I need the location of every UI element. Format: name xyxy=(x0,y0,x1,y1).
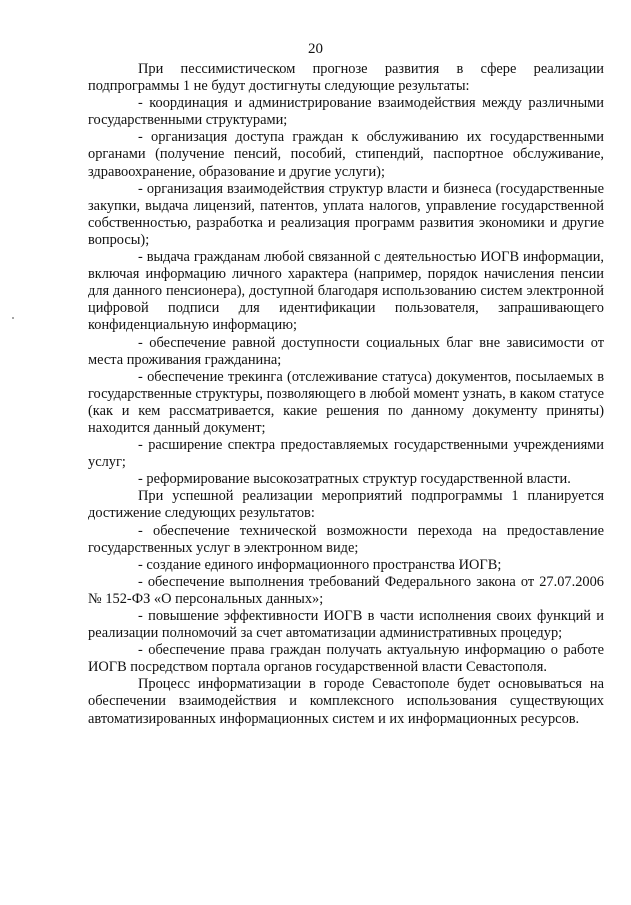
list-item: - обеспечение равной доступности социальных благ вне зависимости от места проживания гражданина; xyxy=(88,334,604,368)
list-item: - обеспечение трекинга (отслеживание статуса) документов, посылаемых в государственные структуры, позволяющего в любой момент узнать, в каком статусе (как и кем рассматривается, какие решения по данному документу приняты) находится данный документ; xyxy=(88,368,604,436)
page-number: 20 xyxy=(308,41,323,57)
scan-speck xyxy=(12,317,14,319)
list-item: - организация доступа граждан к обслуживанию их государственными органами (получение пенсий, пособий, стипендий, паспортное обслуживание, здравоохранение, образование и другие услуги); xyxy=(88,129,604,180)
paragraph: Процесс информатизации в городе Севастополе будет основываться на обеспечении взаимодействия и комплексного использования существующих автоматизированных информационных систем и их информационных ресурсов. xyxy=(88,676,604,727)
paragraph: При пессимистическом прогнозе развития в сфере реализации подпрограммы 1 не будут достигнуты следующие результаты: xyxy=(88,61,604,95)
list-item: - обеспечение технической возможности перехода на предоставление государственных услуг в электронном виде; xyxy=(88,522,604,556)
list-item: - выдача гражданам любой связанной с деятельностью ИОГВ информации, включая информацию личного характера (например, порядок начисления пенсии для данного пенсионера), доступной благодаря использованию систем электронной цифровой подписи для идентификации пользователя, запрашивающего конфиденциальную информацию; xyxy=(88,249,604,334)
list-item: - обеспечение выполнения требований Федерального закона от 27.07.2006 № 152-ФЗ «О персональных данных»; xyxy=(88,573,604,607)
list-item: - организация взаимодействия структур власти и бизнеса (государственные закупки, выдача лицензий, патентов, уплата налогов, управление государственной собственностью, разработка и реализация программ развития экономики и другие вопросы); xyxy=(88,180,604,248)
paragraph: При успешной реализации мероприятий подпрограммы 1 планируется достижение следующих результатов: xyxy=(88,488,604,522)
list-item: - расширение спектра предоставляемых государственными учреждениями услуг; xyxy=(88,437,604,471)
list-item: - координация и администрирование взаимодействия между различными государственными структурами; xyxy=(88,95,604,129)
list-item: - обеспечение права граждан получать актуальную информацию о работе ИОГВ посредством портала органов государственной власти Севастополя. xyxy=(88,642,604,676)
list-item: - реформирование высокозатратных структур государственной власти. xyxy=(138,471,571,488)
document-body xyxy=(88,61,604,728)
list-item: - создание единого информационного пространства ИОГВ; xyxy=(138,556,502,573)
list-item: - повышение эффективности ИОГВ в части исполнения своих функций и реализации полномочий за счет автоматизации административных процедур; xyxy=(88,608,604,642)
